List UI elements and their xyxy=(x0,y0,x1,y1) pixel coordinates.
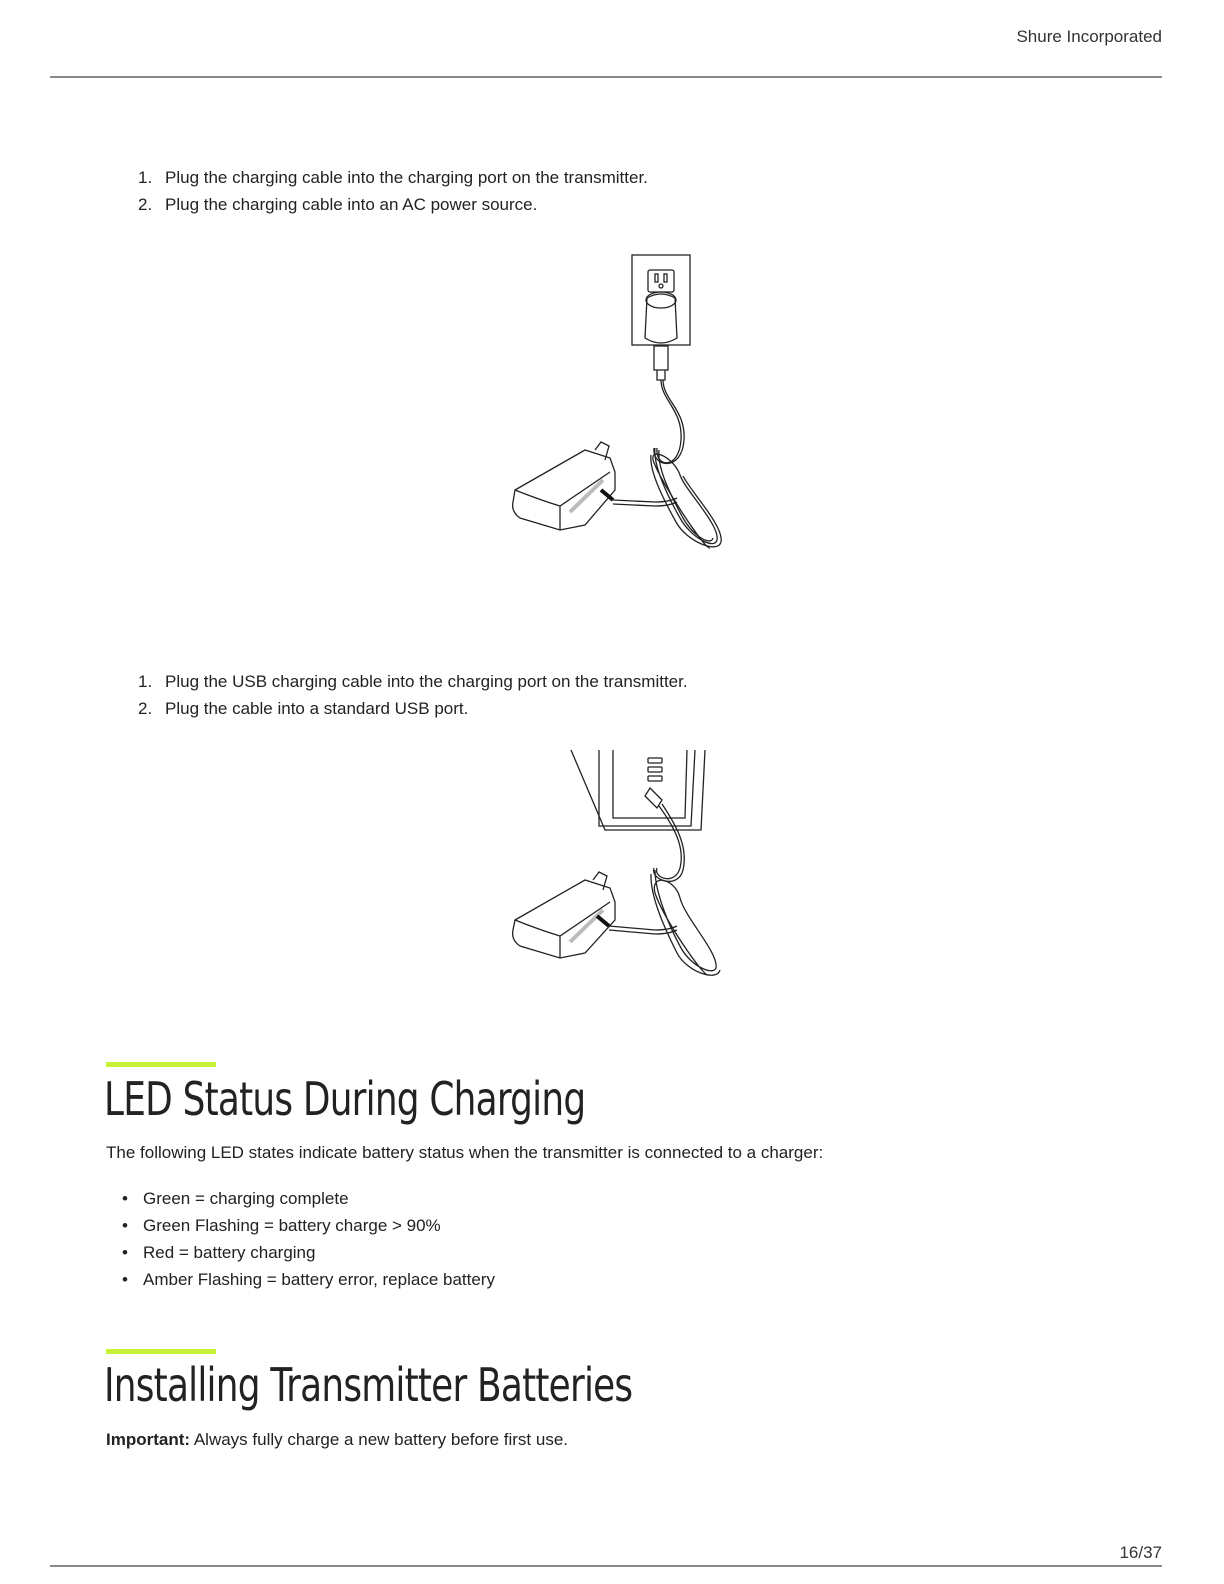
led-status-intro: The following LED states indicate battery status when the transmitter is connected to a charger: xyxy=(106,1143,824,1162)
list-item xyxy=(138,695,688,722)
list-item-text: Green = charging complete xyxy=(143,1189,349,1208)
step-number: 1. xyxy=(138,168,153,187)
header-divider xyxy=(50,76,1162,78)
list-item xyxy=(138,191,648,218)
important-text: Always fully charge a new battery before first use. xyxy=(190,1430,569,1449)
list-item-text: Green Flashing = battery charge > 90% xyxy=(143,1216,441,1235)
ac-charging-steps xyxy=(138,164,648,218)
page-number: 16/37 xyxy=(1119,1543,1162,1562)
step-number: 1. xyxy=(138,672,153,691)
list-item xyxy=(122,1212,495,1239)
usb-port-charging-illustration xyxy=(505,748,735,983)
led-status-heading: LED Status During Charging xyxy=(104,1072,586,1126)
bullet-icon: • xyxy=(122,1243,128,1262)
important-note xyxy=(106,1430,568,1450)
list-item xyxy=(122,1266,495,1293)
usb-charging-steps xyxy=(138,668,688,722)
list-item xyxy=(138,668,688,695)
bullet-icon: • xyxy=(122,1189,128,1208)
step-number: 2. xyxy=(138,699,153,718)
ac-outlet-charging-illustration xyxy=(505,250,740,560)
step-text: Plug the charging cable into the charging port on the transmitter. xyxy=(165,168,648,187)
bullet-icon: • xyxy=(122,1270,128,1289)
step-text: Plug the charging cable into an AC power source. xyxy=(165,195,538,214)
header-company: Shure Incorporated xyxy=(1016,27,1162,46)
step-number: 2. xyxy=(138,195,153,214)
section-accent-bar xyxy=(106,1349,216,1354)
important-label: Important: xyxy=(106,1430,191,1449)
led-status-list xyxy=(122,1185,495,1293)
bullet-icon: • xyxy=(122,1216,128,1235)
footer-divider xyxy=(50,1565,1162,1567)
list-item xyxy=(122,1239,495,1266)
list-item xyxy=(122,1185,495,1212)
step-text: Plug the USB charging cable into the charging port on the transmitter. xyxy=(165,672,688,691)
installing-batteries-heading: Installing Transmitter Batteries xyxy=(104,1358,633,1412)
list-item xyxy=(138,164,648,191)
step-text: Plug the cable into a standard USB port. xyxy=(165,699,469,718)
list-item-text: Red = battery charging xyxy=(143,1243,316,1262)
list-item-text: Amber Flashing = battery error, replace battery xyxy=(143,1270,495,1289)
section-accent-bar xyxy=(106,1062,216,1067)
